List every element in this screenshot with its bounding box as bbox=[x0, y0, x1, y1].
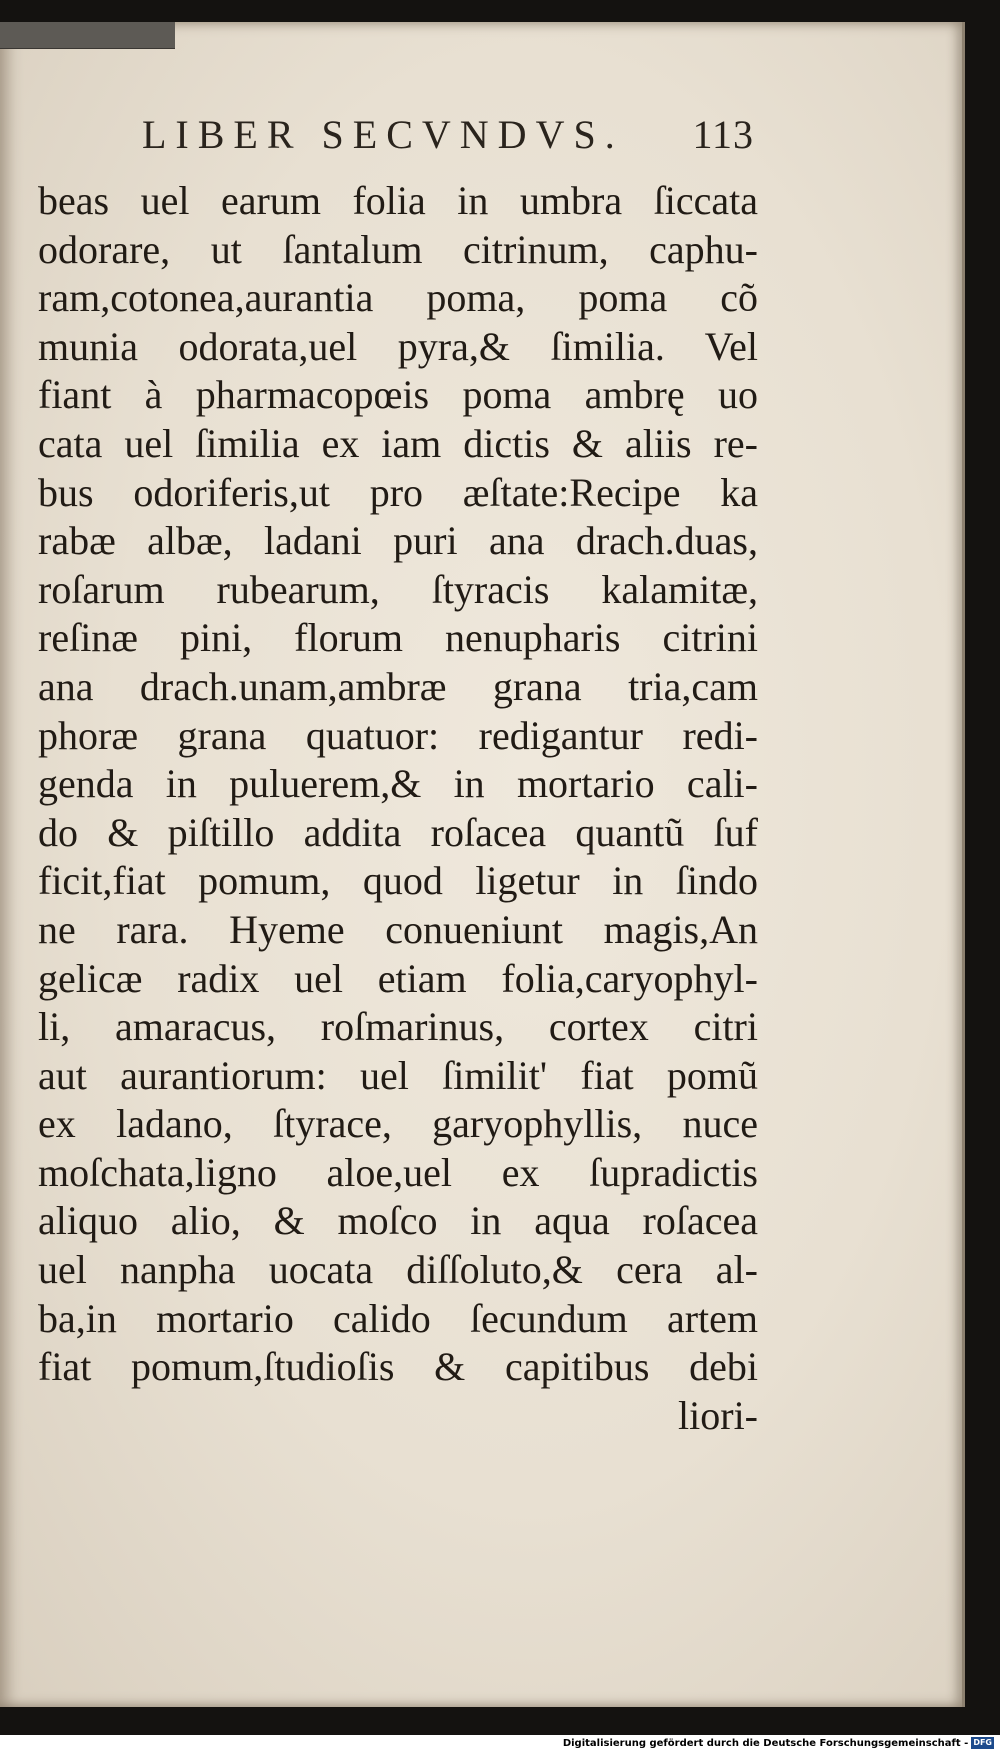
text-line: ficit,fiat pomum, quod ligetur in ſindo bbox=[38, 858, 758, 904]
text-line: ram,cotonea,aurantia poma, poma cõ bbox=[38, 275, 758, 321]
text-line: reſinæ pini, florum nenupharis citrini bbox=[38, 615, 758, 661]
page-edge-shadow bbox=[0, 22, 175, 49]
book-page bbox=[0, 22, 965, 1707]
funding-credit bbox=[563, 1735, 994, 1752]
text-line: odorare, ut ſantalum citrinum, caphu- bbox=[38, 226, 758, 272]
text-line: uel nanpha uocata diſſoluto,& cera al- bbox=[38, 1247, 758, 1293]
footer-bar bbox=[0, 1735, 1000, 1752]
text-line: moſchata,ligno aloe,uel ex ſupradictis bbox=[38, 1149, 758, 1195]
text-line: phoræ grana quatuor: redigantur redi- bbox=[38, 712, 758, 758]
body-text bbox=[38, 177, 758, 1440]
catchword: liori- bbox=[678, 1392, 758, 1438]
text-line: ba,in mortario calido ſecundum artem bbox=[38, 1295, 758, 1341]
running-head-title: LIBER SECVNDVS. bbox=[142, 112, 624, 157]
text-line: ex ladano, ſtyrace, garyophyllis, nuce bbox=[38, 1101, 758, 1147]
text-line: fiant à pharmacopœis poma ambrę uo bbox=[38, 372, 758, 418]
text-line: roſarum rubearum, ſtyracis kalamitæ, bbox=[38, 566, 758, 612]
running-head bbox=[142, 110, 754, 160]
text-line: fiat pomum,ſtudioſis & capitibus debi bbox=[38, 1344, 758, 1390]
text-line: ne rara. Hyeme conueniunt magis,An bbox=[38, 906, 758, 952]
text-line: beas uel earum folia in umbra ſiccata bbox=[38, 178, 758, 223]
text-line: genda in puluerem,& in mortario cali- bbox=[38, 761, 758, 807]
text-line: bus odoriferis,ut pro æſtate:Recipe ka bbox=[38, 469, 758, 515]
funding-credit-text: Digitalisierung gefördert durch die Deutsche Forschungsgemeinschaft - bbox=[562, 1738, 969, 1749]
page-number: 113 bbox=[692, 112, 754, 157]
dfg-logo: DFG bbox=[973, 1738, 992, 1747]
text-line: gelicæ radix uel etiam folia,caryophyl- bbox=[38, 955, 758, 1001]
text-line: rabæ albæ, ladani puri ana drach.duas, bbox=[38, 518, 758, 564]
text-line: do & piſtillo addita roſacea quantũ ſuf bbox=[38, 809, 758, 855]
text-line: munia odorata,uel pyra,& ſimilia. Vel bbox=[38, 323, 758, 369]
text-line: ana drach.unam,ambræ grana tria,cam bbox=[38, 663, 758, 709]
text-line: aut aurantiorum: uel ſimilit' fiat pomũ bbox=[38, 1052, 758, 1098]
text-line: cata uel ſimilia ex iam dictis & aliis re- bbox=[38, 420, 758, 466]
text-line: li, amaracus, roſmarinus, cortex citri bbox=[38, 1004, 758, 1050]
text-line: aliquo alio, & moſco in aqua roſacea bbox=[38, 1198, 758, 1244]
